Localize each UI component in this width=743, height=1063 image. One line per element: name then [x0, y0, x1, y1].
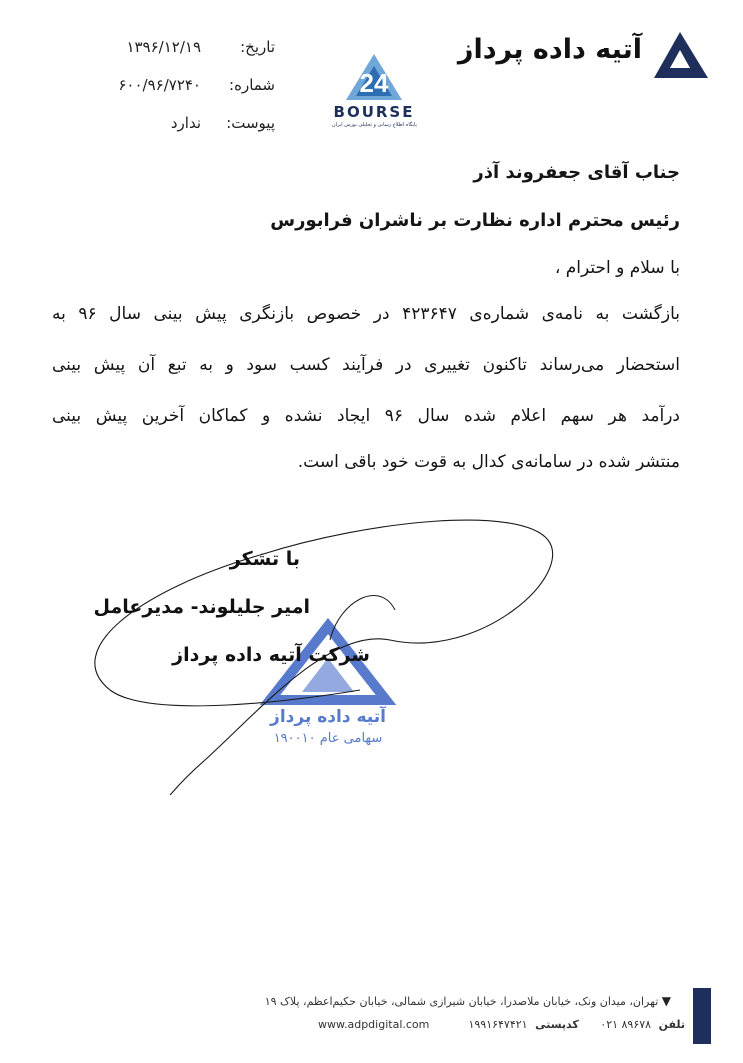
stamp-type: سهامی عام ۱۹۰۰۱۰: [273, 731, 383, 746]
company-name: آتیه داده پرداز: [457, 34, 642, 65]
attachment-label: پیوست:: [226, 114, 275, 132]
company-logo: [457, 28, 712, 88]
postal-label: کدپستی: [535, 1018, 579, 1031]
recipient-title: رئیس محترم اداره نظارت بر ناشران فرابورس: [270, 210, 680, 231]
bourse-emblem-icon: [322, 52, 427, 104]
number-value: ۶۰۰/۹۶/۷۲۴۰: [118, 76, 201, 94]
footer-website[interactable]: www.adpdigital.com: [318, 1018, 430, 1031]
body-line: منتشر شده در سامانه‌ی کدال به قوت خود باقی است.: [297, 452, 680, 472]
date-row: [90, 38, 275, 62]
date-label: تاریخ:: [240, 38, 275, 56]
bourse-logo: [322, 52, 427, 138]
attachment-row: [90, 114, 275, 138]
body-line: بازگشت به نامه‌ی شماره‌ی ۴۲۳۶۴۷ در خصوص بازنگری پیش بینی سال ۹۶ به: [52, 304, 680, 324]
body-line: استحضار می‌رساند تاکنون تغییری در فرآیند کسب سود و به تبع آن پیش بینی: [52, 355, 680, 375]
greeting: با سلام و احترام ،: [554, 258, 680, 278]
phone-label: تلفن: [658, 1018, 685, 1031]
footer-contacts: [468, 1018, 685, 1031]
closing-thanks: با تشکر: [229, 548, 300, 570]
company-stamp: [258, 618, 398, 748]
postal-value: ۱۹۹۱۶۴۷۴۲۱: [468, 1018, 528, 1031]
stamp-name: آتیه داده پرداز: [270, 707, 386, 727]
number-row: [90, 76, 275, 100]
attachment-value: ندارد: [170, 114, 201, 132]
footer-address: [265, 994, 671, 1008]
number-label: شماره:: [229, 76, 275, 94]
bourse-wordmark: BOURSE: [333, 103, 415, 121]
address-text: تهران، میدان ونک، خیابان ملاصدرا، خیابان شیرازی شمالی، خیابان حکیم‌اعظم، پلاک ۱۹: [264, 995, 659, 1008]
signer-company: شرکت آتیه داده پرداز: [172, 644, 370, 666]
phone-value: ۸۹۶۷۸ ۰۲۱: [600, 1018, 652, 1031]
svg-text:24: 24: [359, 68, 389, 98]
date-value: ۱۳۹۶/۱۲/۱۹: [126, 38, 201, 56]
signer-name: امیر جلیلوند- مدیرعامل: [93, 596, 310, 618]
body-line: درآمد هر سهم اعلام شده سال ۹۶ ایجاد نشده و کماکان آخرین پیش بینی: [52, 406, 680, 426]
footer-accent-bar: [693, 988, 711, 1044]
recipient: جناب آقای جعفروند آذر: [473, 162, 680, 183]
location-pin-icon: ▼: [661, 994, 671, 1008]
triangle-logo-icon: [650, 28, 712, 84]
bourse-tagline: پایگاه اطلاع رسانی و تحلیلی بورس ایران: [332, 122, 417, 128]
